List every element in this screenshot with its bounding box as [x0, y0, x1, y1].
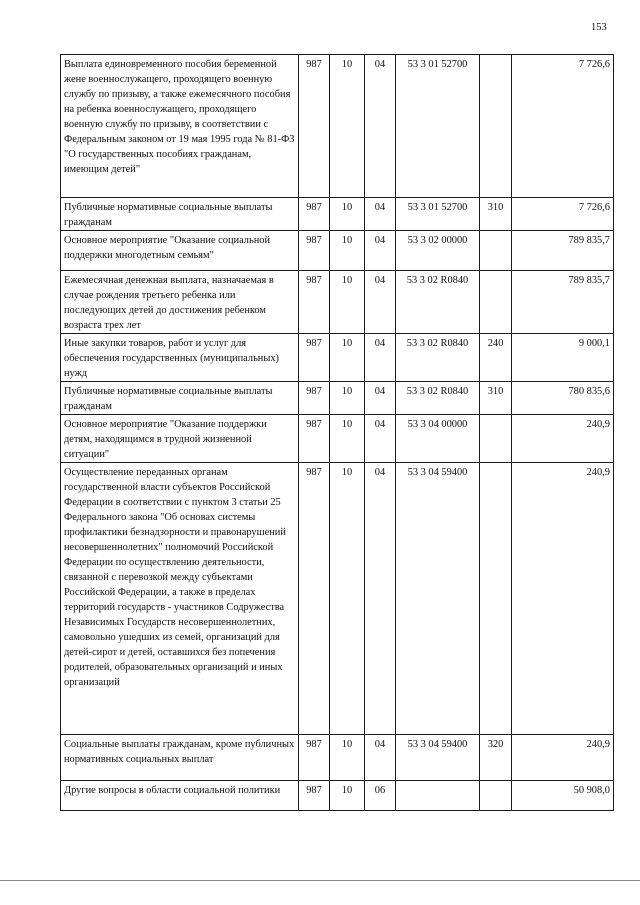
row-name: Основное мероприятие "Оказание социальной поддержки многодетным семьям" [61, 231, 299, 271]
row-amount: 240,9 [512, 463, 614, 735]
row-grbs: 987 [299, 382, 330, 415]
page-bottom-edge [0, 880, 640, 881]
row-target-article: 53 3 04 59400 [396, 735, 480, 781]
row-name: Выплата единовременного пособия беременной жене военнослужащего, проходящего военную службу по призыву, а также ежемесячного пособия на ребенка военнослужащего, проходящего военную службу по призыву, в соответствии с Федеральным законом от 19 мая 1995 года № 81-ФЗ "О государственных пособиях гражданам, имеющим детей" [61, 55, 299, 198]
row-target-article: 53 3 04 00000 [396, 415, 480, 463]
row-grbs: 987 [299, 415, 330, 463]
row-target-article: 53 3 02 R0840 [396, 382, 480, 415]
row-grbs: 987 [299, 271, 330, 334]
table-row [61, 55, 614, 198]
row-section: 10 [330, 735, 365, 781]
row-name: Другие вопросы в области социальной политики [61, 781, 299, 811]
row-target-article: 53 3 01 52700 [396, 55, 480, 198]
row-section: 10 [330, 198, 365, 231]
row-grbs: 987 [299, 781, 330, 811]
row-amount: 240,9 [512, 735, 614, 781]
row-subsection: 04 [365, 334, 396, 382]
row-expense-type: 310 [480, 382, 512, 415]
row-expense-type: 320 [480, 735, 512, 781]
row-grbs: 987 [299, 198, 330, 231]
table-row [61, 334, 614, 382]
row-amount: 50 908,0 [512, 781, 614, 811]
table-row [61, 382, 614, 415]
row-name: Иные закупки товаров, работ и услуг для обеспечения государственных (муниципальных) нужд [61, 334, 299, 382]
table-row [61, 735, 614, 781]
row-name: Социальные выплаты гражданам, кроме публичных нормативных социальных выплат [61, 735, 299, 781]
row-name: Осуществление переданных органам государственной власти субъектов Российской Федерации в соответствии с пунктом 3 статьи 25 Федерального закона "Об основах системы профилактики безнадзорности и правонарушений несовершеннолетних" полномочий Российской Федерации по осуществлению деятельности, связанной с перевозкой между субъектами Российской Федерации, а также в пределах территорий государств - участников Содружества Независимых Государств несовершеннолетних, самовольно ушедших из семей, организаций для детей-сирот и детей, оставшихся без попечения родителей, образовательных организаций и иных организаций [61, 463, 299, 735]
row-amount: 789 835,7 [512, 231, 614, 271]
row-subsection: 04 [365, 463, 396, 735]
row-section: 10 [330, 334, 365, 382]
row-section: 10 [330, 231, 365, 271]
row-name: Публичные нормативные социальные выплаты гражданам [61, 198, 299, 231]
row-target-article: 53 3 02 R0840 [396, 334, 480, 382]
row-target-article: 53 3 02 R0840 [396, 271, 480, 334]
row-expense-type [480, 463, 512, 735]
row-amount: 7 726,6 [512, 198, 614, 231]
row-grbs: 987 [299, 231, 330, 271]
row-grbs: 987 [299, 463, 330, 735]
budget-table [60, 54, 614, 811]
row-target-article: 53 3 02 00000 [396, 231, 480, 271]
row-section: 10 [330, 463, 365, 735]
row-subsection: 06 [365, 781, 396, 811]
table-row [61, 415, 614, 463]
row-amount: 240,9 [512, 415, 614, 463]
row-target-article: 53 3 01 52700 [396, 198, 480, 231]
row-amount: 7 726,6 [512, 55, 614, 198]
row-name: Публичные нормативные социальные выплаты гражданам [61, 382, 299, 415]
row-expense-type: 240 [480, 334, 512, 382]
page-number: 153 [591, 22, 607, 33]
row-target-article [396, 781, 480, 811]
row-section: 10 [330, 55, 365, 198]
table-row [61, 781, 614, 811]
row-amount: 9 000,1 [512, 334, 614, 382]
row-grbs: 987 [299, 55, 330, 198]
row-name: Ежемесячная денежная выплата, назначаемая в случае рождения третьего ребенка или последующих детей до достижения ребенком возраста трех лет [61, 271, 299, 334]
row-expense-type [480, 415, 512, 463]
row-expense-type [480, 271, 512, 334]
row-target-article: 53 3 04 59400 [396, 463, 480, 735]
row-expense-type [480, 781, 512, 811]
row-subsection: 04 [365, 415, 396, 463]
row-subsection: 04 [365, 198, 396, 231]
row-section: 10 [330, 415, 365, 463]
row-expense-type: 310 [480, 198, 512, 231]
row-subsection: 04 [365, 735, 396, 781]
row-grbs: 987 [299, 735, 330, 781]
row-grbs: 987 [299, 334, 330, 382]
row-subsection: 04 [365, 231, 396, 271]
row-subsection: 04 [365, 382, 396, 415]
row-amount: 789 835,7 [512, 271, 614, 334]
row-section: 10 [330, 781, 365, 811]
table-row [61, 271, 614, 334]
table-row [61, 198, 614, 231]
row-expense-type [480, 231, 512, 271]
table-row [61, 231, 614, 271]
row-section: 10 [330, 271, 365, 334]
row-amount: 780 835,6 [512, 382, 614, 415]
row-subsection: 04 [365, 55, 396, 198]
row-name: Основное мероприятие "Оказание поддержки детям, находящимся в трудной жизненной ситуации" [61, 415, 299, 463]
row-section: 10 [330, 382, 365, 415]
table-row [61, 463, 614, 735]
row-subsection: 04 [365, 271, 396, 334]
row-expense-type [480, 55, 512, 198]
